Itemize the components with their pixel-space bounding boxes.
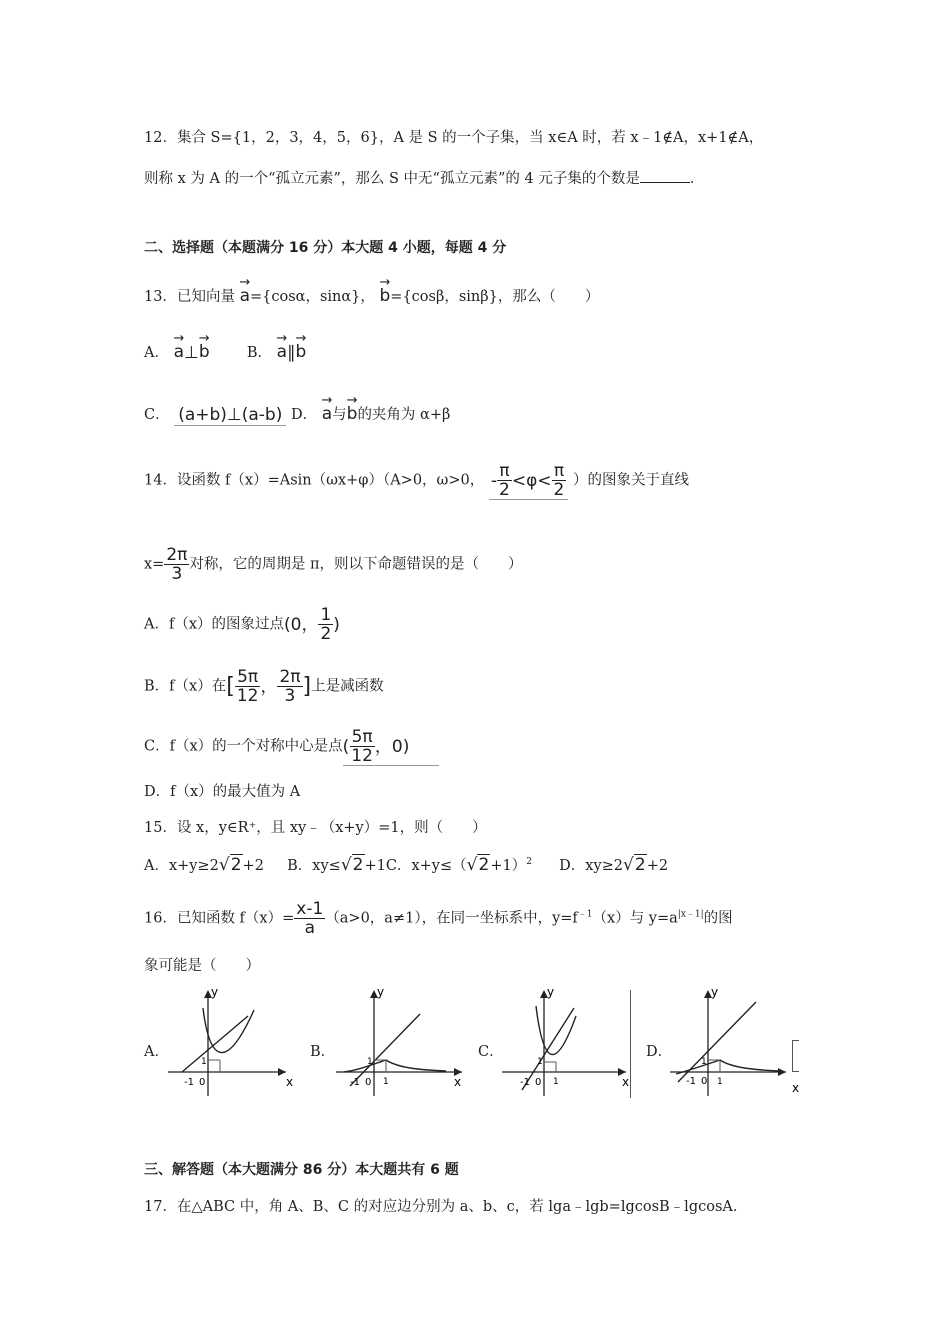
axis-x-label: x <box>286 1075 294 1089</box>
q13-stem <box>144 282 599 307</box>
tick-label-zero: 0 <box>535 1077 542 1088</box>
vector-b: → b <box>380 282 391 304</box>
q15-d1: D．xy≥2 <box>559 857 624 874</box>
q15-a2: +2 <box>242 857 264 874</box>
sqrt-two <box>341 854 365 875</box>
x-equals: x= <box>144 556 165 573</box>
tick-label-one-x: 1 <box>553 1077 559 1087</box>
frac-num: π <box>499 461 510 481</box>
vector-a: → a <box>277 338 287 360</box>
tick-label-neg-one: -1 <box>520 1077 530 1088</box>
frac-den: 2 <box>553 480 565 500</box>
q14-option-b <box>144 668 384 705</box>
q15-c-sup: 2 <box>526 857 532 867</box>
vector-b: → b <box>296 338 307 360</box>
q13-option-c-label: C． <box>144 407 170 423</box>
frac-den: 12 <box>351 746 373 766</box>
five-pi-over-12 <box>349 728 375 765</box>
tick-label-one: 1 <box>701 1057 707 1067</box>
pi-over-2 <box>552 462 567 499</box>
q16-option-c-label: C． <box>478 1044 504 1060</box>
tick-label-one: 1 <box>201 1057 207 1067</box>
bracket-left: [ <box>226 673 235 699</box>
q16-stem-line2: 象可能是（ ） <box>144 958 260 974</box>
root-sign: √ <box>218 854 230 875</box>
inverse-sup: ﹣1 <box>577 909 593 920</box>
frac-num: 1 <box>320 605 332 625</box>
frac-num: 5π <box>237 667 259 687</box>
graph-c <box>502 986 642 1098</box>
q14-option-b-text: B．f（x）在 <box>144 678 227 695</box>
axis-y-label: y <box>547 986 555 999</box>
q14-phi-range <box>489 462 569 500</box>
axis-y-label: y <box>377 986 385 999</box>
q14-stem-line2 <box>144 546 523 583</box>
q14-stem-line1 <box>144 462 689 500</box>
q13-pre: 13．已知向量 <box>144 289 235 305</box>
axis-x-label: x <box>792 1081 800 1095</box>
less-than-phi: <φ< <box>511 470 552 491</box>
vector-a: → a <box>240 282 250 304</box>
tick-label-neg-one: -1 <box>686 1076 696 1087</box>
q16-option-d-label: D． <box>646 1044 673 1060</box>
q15-b2: +1 <box>364 857 386 874</box>
tick-label-neg-one: -1 <box>184 1077 194 1088</box>
axis-y-label: y <box>711 986 719 999</box>
graph-b <box>336 986 476 1098</box>
bracket-right: ] <box>302 673 312 699</box>
q17-stem: 17．在△ABC 中，角 A、B、C 的对应边分别为 a、b、c，若 lga﹣lgb=lgcosB﹣lgcosA． <box>144 1199 748 1215</box>
q16-pre: 16．已知函数 f（x）= <box>144 910 295 927</box>
q15-b1: B．xy≤ <box>287 857 341 874</box>
q15-c1: C．x+y≤（ <box>385 857 467 874</box>
q16-option-b-label: B． <box>310 1044 336 1060</box>
q15-c2: +1） <box>490 857 527 874</box>
tick-label-one-x: 1 <box>383 1077 389 1087</box>
minus-sign: - <box>490 470 497 491</box>
frac-den: 2 <box>499 480 510 500</box>
axis-x-label: x <box>622 1075 630 1089</box>
x-minus-1-over-a <box>294 900 325 937</box>
one-half <box>318 606 333 643</box>
root-sign: √ <box>466 854 478 875</box>
frac-den: a <box>304 918 315 938</box>
q15-options <box>144 852 668 876</box>
q13-b-value: ={cosβ，sinβ}，那么（ ） <box>390 289 600 305</box>
q12-line2-text: 则称 x 为 A 的一个“孤立元素”，那么 S 中无“孤立元素”的 4 元子集的个数是 <box>144 171 640 187</box>
paren-right: ) <box>333 614 340 635</box>
pi-over-2 <box>497 462 512 499</box>
divider-line <box>630 990 631 1098</box>
tick-label-neg-one: -1 <box>350 1077 360 1088</box>
q14-option-a <box>144 606 340 643</box>
tick-label-one-x: 1 <box>717 1077 723 1087</box>
q14-post: ）的图象关于直线 <box>572 472 689 489</box>
tick-label-zero: 0 <box>199 1077 206 1088</box>
vector-b: → b <box>347 400 358 422</box>
paren-left: (0， <box>284 614 319 635</box>
abs-exponent-sup: |x﹣1| <box>677 909 704 920</box>
q12-line2 <box>144 168 704 189</box>
frac-den: 3 <box>284 686 296 706</box>
q13-d-with: 与 <box>332 407 347 423</box>
vector-a: → a <box>174 338 184 360</box>
q14-option-d: D．f（x）的最大值为 A <box>144 784 301 800</box>
edge-bracket <box>792 1040 799 1072</box>
frac-num: 2π <box>166 545 188 565</box>
q14-center-point <box>343 728 440 766</box>
comma: ， <box>260 676 278 697</box>
q13-option-b-label: B． <box>246 345 272 361</box>
answer-blank <box>640 168 690 183</box>
tick-label-one: 1 <box>367 1057 373 1067</box>
frac-den: 3 <box>171 564 183 584</box>
graph-a <box>168 986 308 1098</box>
graph-d <box>670 986 810 1098</box>
frac-num: 2π <box>279 667 301 687</box>
sqrt-two <box>219 854 243 875</box>
paren-right: ，0) <box>374 736 410 757</box>
q16-mid: （x）与 y=a <box>592 910 678 927</box>
q14-line2-text: 对称，它的周期是 π，则以下命题错误的是（ ） <box>189 556 523 573</box>
tick-label-zero: 0 <box>365 1077 372 1088</box>
q13-option-a-label: A． <box>144 345 169 361</box>
q15-stem: 15．设 x，y∈R⁺，且 xy﹣（x+y）=1，则（ ） <box>144 820 487 836</box>
q14-option-c <box>144 728 439 766</box>
axis-x-label: x <box>454 1075 462 1089</box>
radicand: 2 <box>478 854 490 875</box>
five-pi-over-12 <box>235 668 261 705</box>
radicand: 2 <box>230 854 242 875</box>
q16-option-a-label: A． <box>144 1044 169 1060</box>
frac-den: 12 <box>236 686 259 706</box>
root-sign: √ <box>623 854 634 875</box>
q13-options-cd <box>144 400 450 426</box>
frac-num: π <box>553 461 565 481</box>
sqrt-two <box>623 854 647 875</box>
q13-options-ab <box>144 338 306 363</box>
parallel-symbol: ∥ <box>287 343 296 363</box>
q15-a1: A．x+y≥2 <box>144 857 219 874</box>
axis-y-label: y <box>211 986 219 999</box>
q13-option-c-expr: (a+b)⊥(a-b) <box>174 405 286 426</box>
frac-num: x-1 <box>296 899 324 919</box>
sqrt-two <box>467 854 491 875</box>
frac-den: 2 <box>320 624 332 644</box>
section2-title: 二、选择题（本题满分 16 分）本大题 4 小题，每题 4 分 <box>144 240 507 256</box>
tick-label-zero: 0 <box>701 1076 708 1087</box>
q13-a-value: ={cosα，sinα}， <box>249 289 375 305</box>
q12-line1: 12．集合 S={1，2，3，4，5，6}，A 是 S 的一个子集，当 x∈A 时，若 x﹣1∉A，x+1∉A， <box>144 130 764 146</box>
vector-a: → a <box>322 400 332 422</box>
radicand: 2 <box>352 854 364 875</box>
tick-label-one: 1 <box>537 1057 543 1067</box>
q13-d-text: 的夹角为 α+β <box>357 407 451 423</box>
q14-option-b-post: 上是减函数 <box>311 678 384 695</box>
q14-option-c-text: C．f（x）的一个对称中心是点 <box>144 738 343 755</box>
q12-end: ． <box>689 171 705 187</box>
q14-pre: 14．设函数 f（x）=Asin（ωx+φ）（A>0，ω>0， <box>144 472 485 489</box>
two-pi-over-3 <box>164 546 189 583</box>
q15-d2: +2 <box>646 857 669 874</box>
q14-option-a-text: A．f（x）的图象过点 <box>144 616 285 633</box>
frac-num: 5π <box>351 727 373 747</box>
q16-end: 的图 <box>703 910 733 927</box>
root-sign: √ <box>340 854 352 875</box>
radicand: 2 <box>634 854 646 875</box>
two-pi-over-3 <box>277 668 302 705</box>
q16-stem-line1 <box>144 900 733 937</box>
vector-b: → b <box>199 338 210 360</box>
section3-title: 三、解答题（本大题满分 86 分）本大题共有 6 题 <box>144 1162 459 1178</box>
q16-post: （a>0，a≠1），在同一坐标系中，y=f <box>325 910 578 927</box>
q13-option-d-label: D． <box>290 407 318 423</box>
perpendicular-symbol: ⊥ <box>184 343 199 363</box>
paren-left: ( <box>342 736 350 757</box>
